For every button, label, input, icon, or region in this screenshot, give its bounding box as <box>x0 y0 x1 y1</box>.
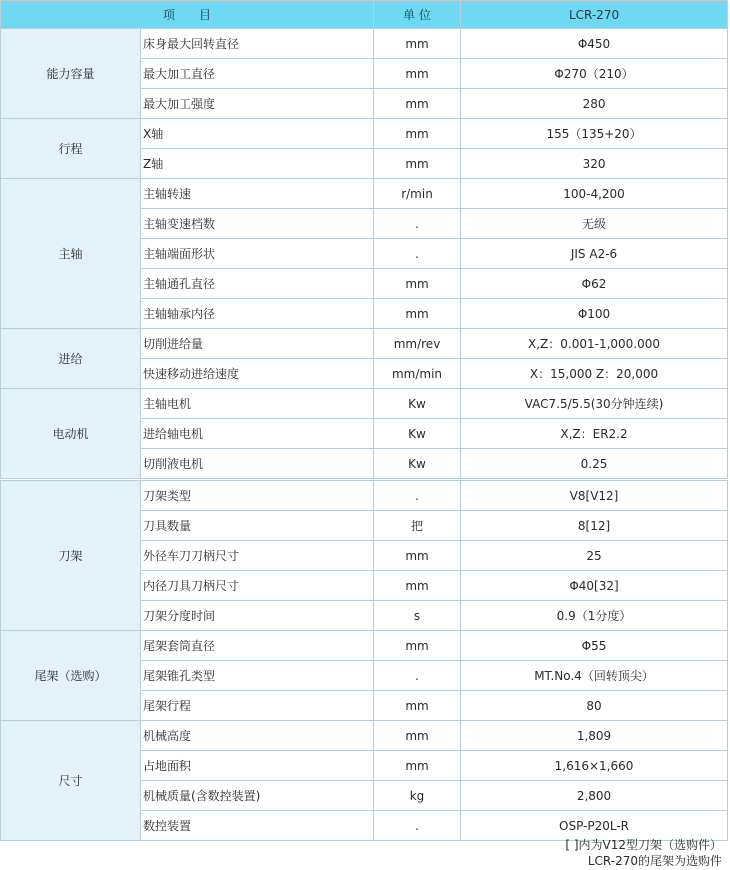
footnote-bracket: [ ]内为V12型刀架（选购件） <box>565 838 722 852</box>
unit-cell: mm <box>374 269 461 299</box>
item-cell: Z轴 <box>141 149 374 179</box>
value-cell: 100-4,200 <box>461 179 728 209</box>
value-cell: 0.25 <box>461 449 728 480</box>
value-cell: V8[V12] <box>461 480 728 511</box>
unit-cell: mm <box>374 149 461 179</box>
item-cell: 进给轴电机 <box>141 419 374 449</box>
unit-cell: mm <box>374 29 461 59</box>
unit-cell: mm <box>374 691 461 721</box>
item-cell: 主轴转速 <box>141 179 374 209</box>
unit-cell: . <box>374 480 461 511</box>
value-cell: X：15,000 Z：20,000 <box>461 359 728 389</box>
value-cell: MT.No.4（回转顶尖） <box>461 661 728 691</box>
value-cell: Φ450 <box>461 29 728 59</box>
table-row <box>1 480 728 511</box>
group-label: 能力容量 <box>1 29 141 119</box>
item-cell: 切削液电机 <box>141 449 374 480</box>
value-cell: 25 <box>461 541 728 571</box>
item-cell: 快速移动进给速度 <box>141 359 374 389</box>
unit-cell: mm <box>374 571 461 601</box>
value-cell: Φ55 <box>461 631 728 661</box>
item-cell: 主轴变速档数 <box>141 209 374 239</box>
value-cell: 1,809 <box>461 721 728 751</box>
group-label: 刀架 <box>1 480 141 631</box>
unit-cell: mm <box>374 721 461 751</box>
header-model: LCR-270 <box>461 1 728 29</box>
item-cell: 刀具数量 <box>141 511 374 541</box>
unit-cell: kg <box>374 781 461 811</box>
item-cell: 机械高度 <box>141 721 374 751</box>
item-cell: 占地面积 <box>141 751 374 781</box>
value-cell: 80 <box>461 691 728 721</box>
item-cell: 刀架分度时间 <box>141 601 374 631</box>
group-label: 尺寸 <box>1 721 141 841</box>
item-cell: 切削进给量 <box>141 329 374 359</box>
table-row <box>1 721 728 751</box>
item-cell: 主轴轴承内径 <box>141 299 374 329</box>
item-cell: 内径刀具刀柄尺寸 <box>141 571 374 601</box>
value-cell: Φ270（210） <box>461 59 728 89</box>
header-item: 项 目 <box>1 1 374 29</box>
item-cell: 最大加工强度 <box>141 89 374 119</box>
item-cell: 主轴电机 <box>141 389 374 419</box>
value-cell: 无级 <box>461 209 728 239</box>
value-cell: 320 <box>461 149 728 179</box>
group-label: 行程 <box>1 119 141 179</box>
group-label: 电动机 <box>1 389 141 480</box>
item-cell: 刀架类型 <box>141 480 374 511</box>
item-cell: 机械质量(含数控装置) <box>141 781 374 811</box>
value-cell: 2,800 <box>461 781 728 811</box>
unit-cell: Kw <box>374 449 461 480</box>
table-row <box>1 29 728 59</box>
value-cell: 280 <box>461 89 728 119</box>
unit-cell: r/min <box>374 179 461 209</box>
item-cell: X轴 <box>141 119 374 149</box>
unit-cell: Kw <box>374 389 461 419</box>
unit-cell: mm/rev <box>374 329 461 359</box>
value-cell: OSP-P20L-R <box>461 811 728 841</box>
unit-cell: . <box>374 811 461 841</box>
unit-cell: mm <box>374 59 461 89</box>
table-header-row <box>1 1 728 29</box>
unit-cell: . <box>374 209 461 239</box>
group-label: 主轴 <box>1 179 141 329</box>
table-row <box>1 631 728 661</box>
item-cell: 数控装置 <box>141 811 374 841</box>
unit-cell: s <box>374 601 461 631</box>
item-cell: 外径车刀刀柄尺寸 <box>141 541 374 571</box>
unit-cell: mm <box>374 299 461 329</box>
table-row <box>1 119 728 149</box>
value-cell: 1,616×1,660 <box>461 751 728 781</box>
item-cell: 最大加工直径 <box>141 59 374 89</box>
header-unit: 单 位 <box>374 1 461 29</box>
unit-cell: Kw <box>374 419 461 449</box>
table-row <box>1 329 728 359</box>
unit-cell: mm/min <box>374 359 461 389</box>
unit-cell: . <box>374 661 461 691</box>
item-cell: 主轴端面形状 <box>141 239 374 269</box>
unit-cell: 把 <box>374 511 461 541</box>
table-row <box>1 389 728 419</box>
unit-cell: mm <box>374 119 461 149</box>
group-label: 尾架（选购） <box>1 631 141 721</box>
unit-cell: mm <box>374 751 461 781</box>
value-cell: X,Z：0.001-1,000.000 <box>461 329 728 359</box>
unit-cell: mm <box>374 89 461 119</box>
value-cell: JIS A2-6 <box>461 239 728 269</box>
value-cell: Φ40[32] <box>461 571 728 601</box>
value-cell: 8[12] <box>461 511 728 541</box>
value-cell: Φ100 <box>461 299 728 329</box>
item-cell: 尾架行程 <box>141 691 374 721</box>
table-row <box>1 179 728 209</box>
item-cell: 主轴通孔直径 <box>141 269 374 299</box>
value-cell: Φ62 <box>461 269 728 299</box>
item-cell: 尾架套筒直径 <box>141 631 374 661</box>
group-label: 进给 <box>1 329 141 389</box>
value-cell: VAC7.5/5.5(30分钟连续) <box>461 389 728 419</box>
unit-cell: mm <box>374 631 461 661</box>
item-cell: 床身最大回转直径 <box>141 29 374 59</box>
value-cell: 0.9（1分度） <box>461 601 728 631</box>
value-cell: X,Z：ER2.2 <box>461 419 728 449</box>
footnote-tailstock: LCR-270的尾架为选购件 <box>587 854 722 868</box>
item-cell: 尾架锥孔类型 <box>141 661 374 691</box>
unit-cell: mm <box>374 541 461 571</box>
unit-cell: . <box>374 239 461 269</box>
value-cell: 155（135+20） <box>461 119 728 149</box>
